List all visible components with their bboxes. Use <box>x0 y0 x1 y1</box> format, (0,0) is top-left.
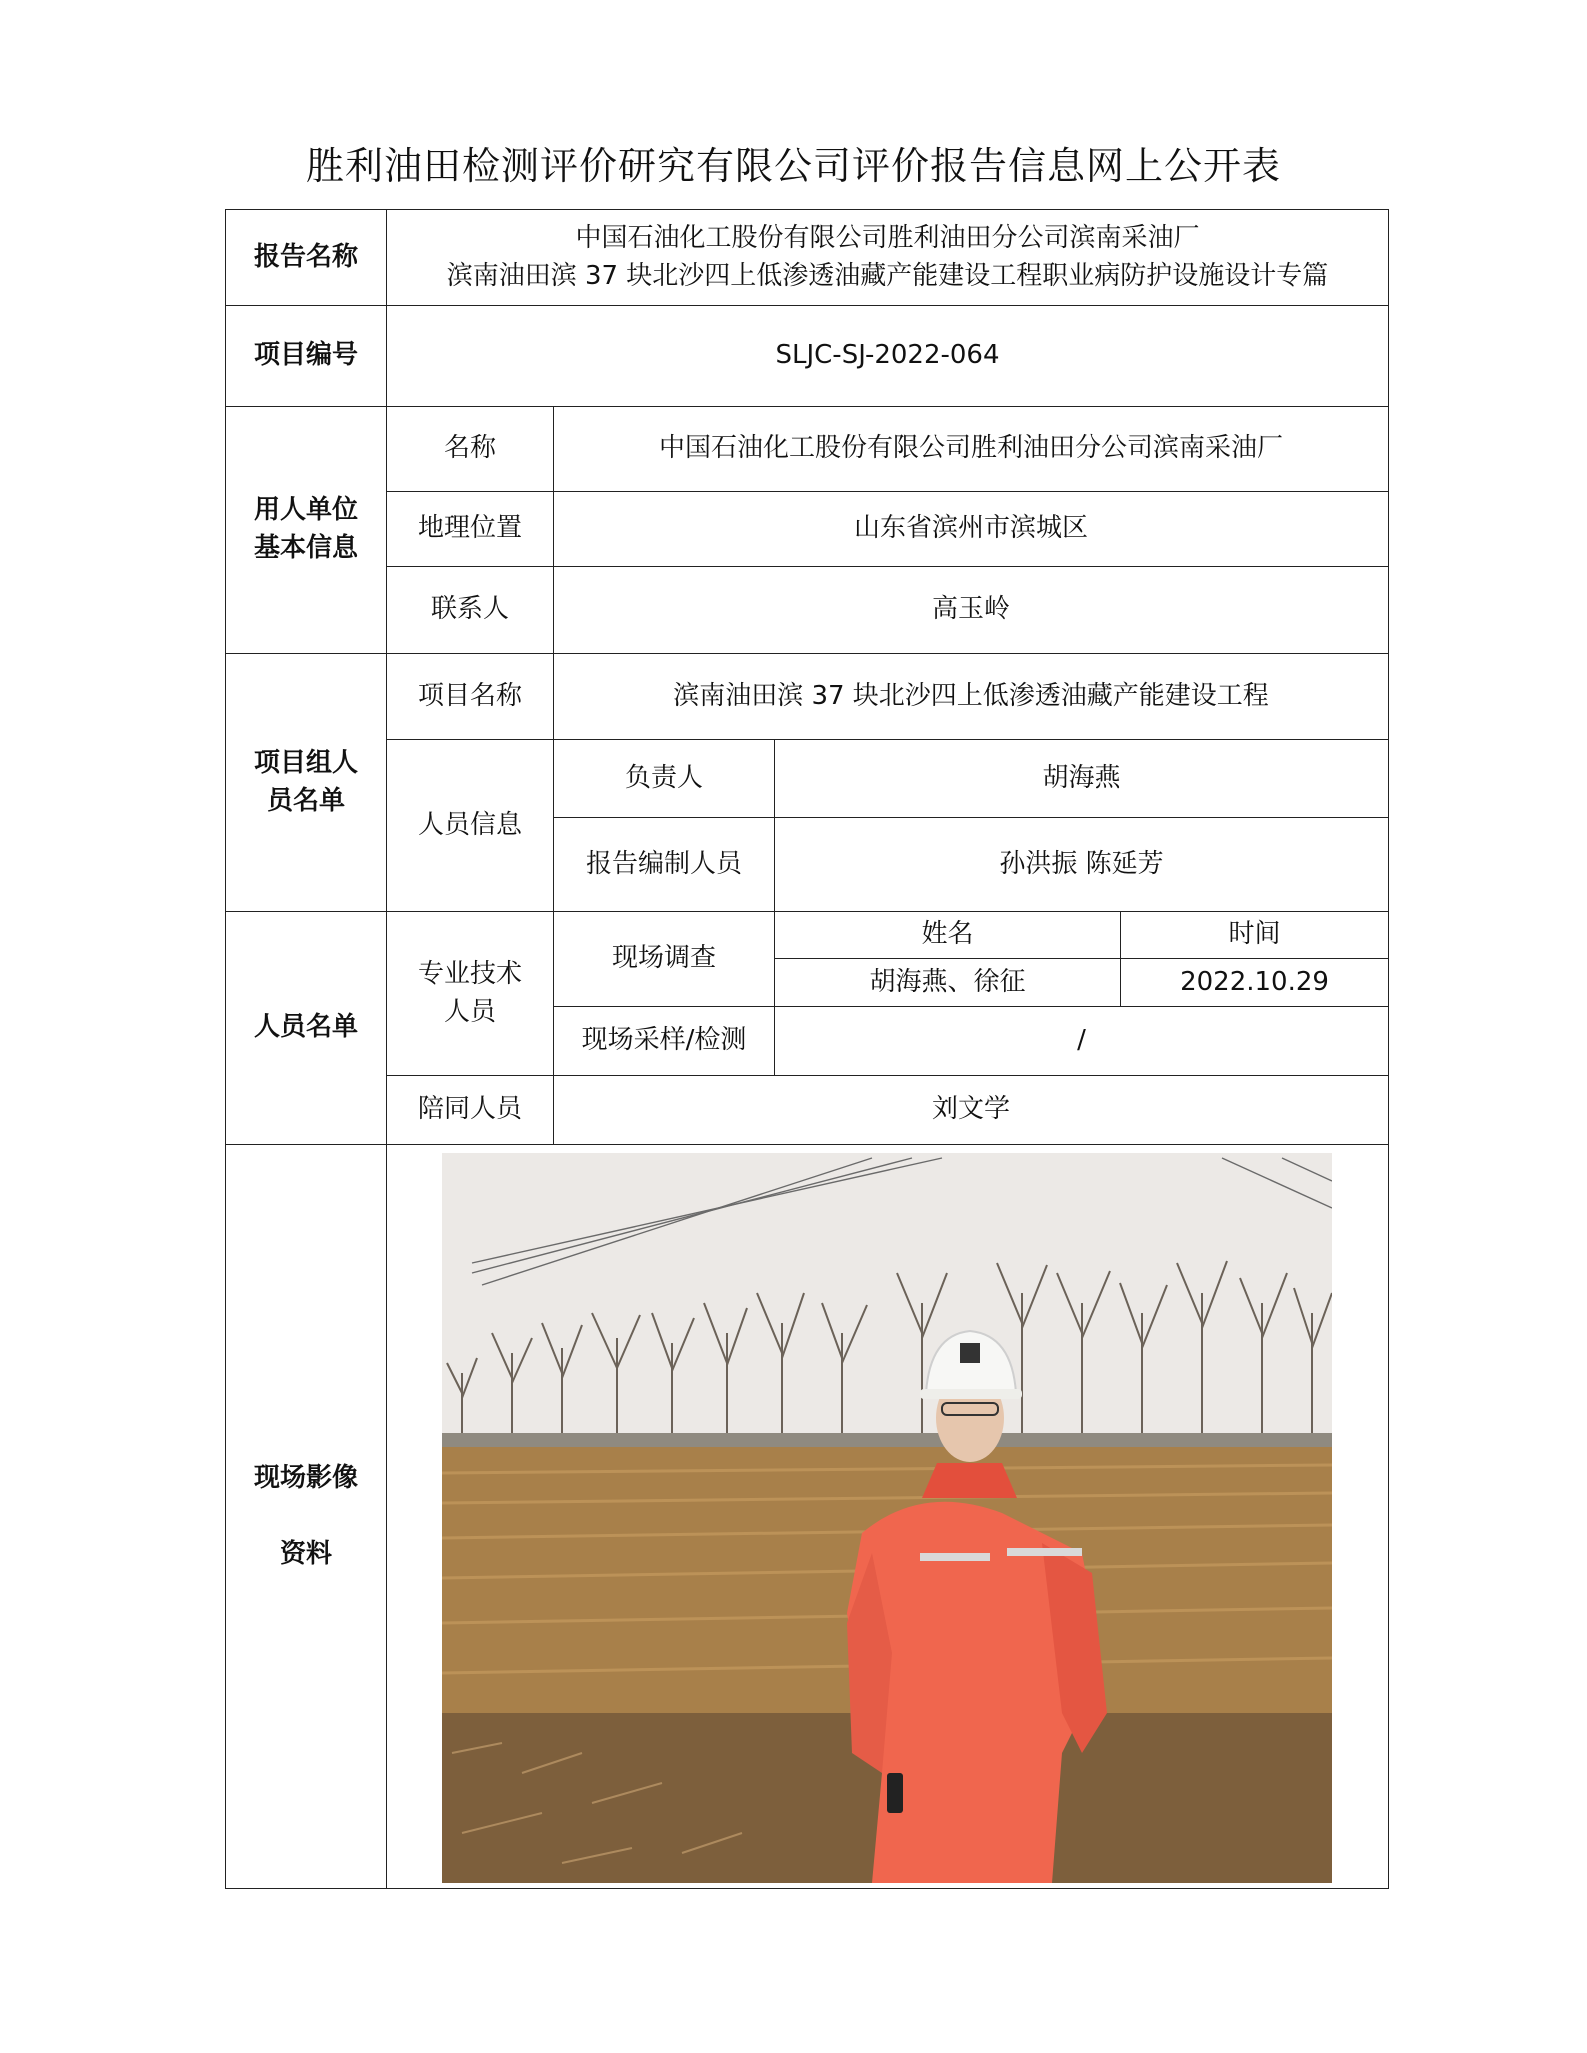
photo-cell <box>387 1145 1389 1889</box>
leader-label: 负责人 <box>554 740 775 818</box>
survey-date: 2022.10.29 <box>1121 959 1389 1007</box>
project-no-value: SLJC-SJ-2022-064 <box>387 306 1389 407</box>
report-name-label: 报告名称 <box>226 210 387 306</box>
contact-label: 联系人 <box>387 567 554 654</box>
site-photo <box>442 1153 1332 1883</box>
location-label: 地理位置 <box>387 492 554 567</box>
employer-name-value: 中国石油化工股份有限公司胜利油田分公司滨南采油厂 <box>554 407 1389 492</box>
employer-name-label: 名称 <box>387 407 554 492</box>
survey-names: 胡海燕、徐征 <box>775 959 1121 1007</box>
contact-value: 高玉岭 <box>554 567 1389 654</box>
accompany-value: 刘文学 <box>554 1076 1389 1145</box>
staff-info-label: 人员信息 <box>387 740 554 912</box>
report-name-value <box>387 210 1389 306</box>
col-name-header: 姓名 <box>775 912 1121 959</box>
employer-label: 用人单位 基本信息 <box>226 407 387 654</box>
sampling-value: / <box>775 1007 1389 1076</box>
site-photo-image <box>442 1153 1332 1883</box>
disclosure-table <box>225 209 1389 1889</box>
tech-staff-label: 专业技术 人员 <box>387 912 554 1076</box>
project-name-label: 项目名称 <box>387 654 554 740</box>
col-time-header: 时间 <box>1121 912 1389 959</box>
personnel-label: 人员名单 <box>226 912 387 1145</box>
images-label: 现场影像 资料 <box>226 1145 387 1889</box>
leader-value: 胡海燕 <box>775 740 1389 818</box>
writers-label: 报告编制人员 <box>554 818 775 912</box>
accompany-label: 陪同人员 <box>387 1076 554 1145</box>
writers-value: 孙洪振 陈延芳 <box>775 818 1389 912</box>
team-label: 项目组人 员名单 <box>226 654 387 912</box>
project-no-label: 项目编号 <box>226 306 387 407</box>
sampling-label: 现场采样/检测 <box>554 1007 775 1076</box>
report-name-line2: 滨南油田滨 37 块北沙四上低渗透油藏产能建设工程职业病防护设施设计专篇 <box>446 260 1329 291</box>
report-name-line1: 中国石油化工股份有限公司胜利油田分公司滨南采油厂 <box>575 222 1200 253</box>
page-title: 胜利油田检测评价研究有限公司评价报告信息网上公开表 <box>305 144 1281 188</box>
location-value: 山东省滨州市滨城区 <box>554 492 1389 567</box>
survey-label: 现场调查 <box>554 912 775 1007</box>
project-name-value: 滨南油田滨 37 块北沙四上低渗透油藏产能建设工程 <box>554 654 1389 740</box>
